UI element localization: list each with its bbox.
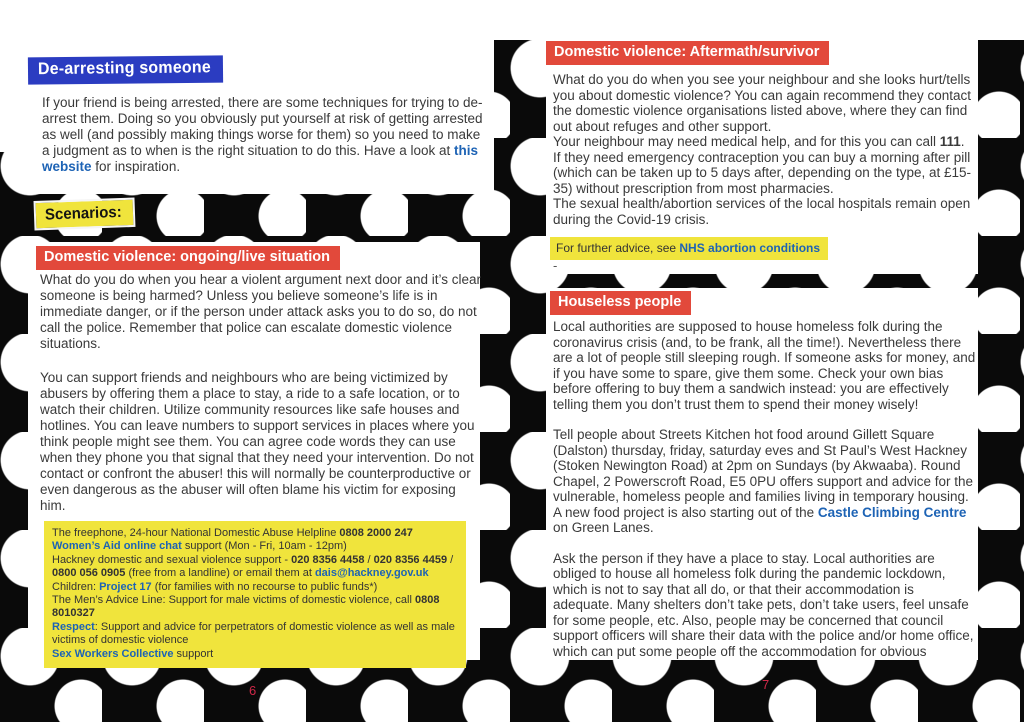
text-run: 020 8356 4458 [291, 553, 365, 566]
page-number-right: 7 [762, 677, 770, 692]
text-run: on Green Lanes. [553, 520, 654, 535]
paragraph [553, 319, 977, 412]
text-run: : Support and advice for perpetrators of domestic violence as well as male victims of domestic violence [52, 620, 455, 647]
text-run: If they need emergency contraception you can buy a morning after pill (which can be taken up to 5 days after, depending on the type, at £15-35) without prescription from most pharmacies. [553, 149, 972, 196]
helplines-box [44, 521, 466, 668]
this-website-link[interactable]: this website [42, 143, 479, 174]
text-run: (free from a landline) or email them at [125, 567, 315, 580]
text-run: / [364, 553, 374, 566]
text-run: 0800 056 0905 [52, 567, 126, 580]
text-run: Children: [52, 580, 100, 593]
text-run: 111 [939, 134, 961, 149]
text-run: support [173, 647, 214, 660]
text-run: Tell people about Streets Kitchen hot food around Gillett Square (Dalston) thursday, friday, saturday eves and St Paul’s West Hackney (Stoken Newington Road) at 2pm on Sundays (by Akwaaba). Round Chapel, 2 Powerscroft Road, E5 0PU offers support and advice for the vulnerable, homeless people and families living in temporary housing. A new food project is also starting out of the [553, 427, 973, 520]
sex-workers-collective-link[interactable]: Sex Workers Collective [52, 647, 174, 660]
text-run: / [447, 553, 454, 566]
paragraph [553, 72, 977, 134]
dv-live-header-text: Domestic violence: ongoing/live situation [44, 249, 331, 265]
dv-live-paragraph-2 [40, 370, 482, 514]
text-run: For further advice, see [556, 241, 680, 255]
text-run: support (Mon - Fri, 10am - 12pm) [181, 540, 347, 553]
houseless-body [553, 319, 977, 674]
helpline-line [52, 621, 458, 648]
dearrest-paragraph [42, 95, 488, 175]
text-run: 0808 2000 247 [339, 527, 413, 539]
text-run: for inspiration. [91, 159, 181, 174]
text-run: The freephone, 24-hour National Domestic Abuse Helpline [52, 527, 340, 539]
paragraph [553, 196, 977, 227]
houseless-header [550, 291, 691, 315]
dais-email-link[interactable]: dais@hackney.gov.uk [314, 567, 429, 580]
page-margin-patch [0, 40, 24, 152]
text-run: 020 8356 4459 [373, 553, 448, 566]
paragraph [553, 551, 977, 660]
helpline-line [52, 594, 458, 621]
dv-aftermath-header [546, 41, 829, 65]
text-run: What do you do when you hear a violent argument next door and it’s clear someone is being harmed? Unless you believe someone’s life is in immediate danger, or if the person under attack asks you to do so, do not call the police. Remember that police can escalate domestic violence situations. [40, 272, 482, 351]
dearrest-title-label: De-arresting someone [37, 58, 212, 79]
text-run: Hackney domestic and sexual violence support - [52, 553, 292, 566]
helpline-line [52, 648, 458, 661]
dash-mark: - [553, 258, 558, 273]
helpline-line [52, 527, 458, 540]
womens-aid-chat-link[interactable]: Women’s Aid online chat [52, 540, 182, 553]
text-run: Your neighbour may need medical help, and for this you can call [553, 134, 940, 149]
helpline-line [52, 540, 458, 553]
paragraph [553, 134, 977, 150]
text-run: The sexual health/abortion services of the local hospitals remain open during the Covid-19 crisis. [553, 196, 971, 227]
dv-aftermath-header-text: Domestic violence: Aftermath/survivor [554, 44, 820, 60]
scenarios-label-text: Scenarios: [44, 203, 122, 224]
paragraph [553, 427, 977, 536]
dv-aftermath-body [553, 72, 977, 227]
text-run: What do you do when you see your neighbour and she looks hurt/tells you about domestic violence? You can again recommend they contact the domestic violence organisations listed above, where they can find out about refuges and other support. [553, 72, 972, 134]
dearrest-title [28, 55, 223, 84]
text-run: (for families with no recourse to public funds*) [151, 580, 378, 593]
helpline-line [52, 554, 458, 581]
houseless-header-text: Houseless people [558, 294, 682, 310]
respect-link[interactable]: Respect [52, 620, 95, 633]
scenarios-label [36, 200, 134, 229]
text-run: 0808 8010327 [52, 594, 440, 620]
nhs-abortion-conditions-link[interactable]: NHS abortion conditions [679, 241, 821, 255]
text-run: . [960, 134, 965, 149]
dv-live-paragraph-1 [40, 272, 482, 352]
text-run: The Men’s Advice Line: Support for male victims of domestic violence, call [52, 594, 415, 607]
helpline-line [52, 581, 458, 594]
project17-link[interactable]: Project 17 [99, 580, 152, 593]
text-run: Ask the person if they have a place to stay. Local authorities are obliged to house all homeless folk during the pandemic lockdown, which is not to say that all do, or that their accommodation is adequate. Many shelters don’t take pets, don’t take users, feel unsafe for some people, etc. Also, people may be concerned that council support officers will share their data with the police and/or home office, which can put some people off the accommodation for obvious [553, 550, 974, 659]
text-run: You can support friends and neighbours who are being victimized by abusers by offering them a place to stay, a ride to a safe location, or to watch their children. Utilize community resources like safe houses and hotlines. You can leave numbers to support services in places where you think people might see them. You can agree code words they can use when they phone you that signal that they need your intervention. Do not contact or confront the abuser! this will normally be counterproductive or even dangerous as the abuser will often blame his victim for exposing him. [40, 370, 475, 513]
text-run: If your friend is being arrested, there are some techniques for trying to de-arrest them. Doing so you obviously put yourself at risk of getting arrested as well (and possibly making things worse for them) so you need to make a judgment as to when is the right situation to do this. Have a look at [42, 95, 483, 158]
advice-note [550, 237, 828, 260]
page-number-left: 6 [249, 683, 257, 698]
dv-live-header [36, 246, 340, 270]
text-run: Local authorities are supposed to house homeless folk during the coronavirus crisis (and, to be frank, all the time!). Nevertheless there are a lot of people still sleeping rough. If someone asks for money, and if you have some to spare, give them some. Check your own bias before offering to buy them a sandwich instead: you are effectively telling them you don’t trust them to spend their money wisely! [553, 319, 976, 412]
paragraph [553, 150, 977, 197]
castle-climbing-centre-link[interactable]: Castle Climbing Centre [817, 504, 967, 520]
